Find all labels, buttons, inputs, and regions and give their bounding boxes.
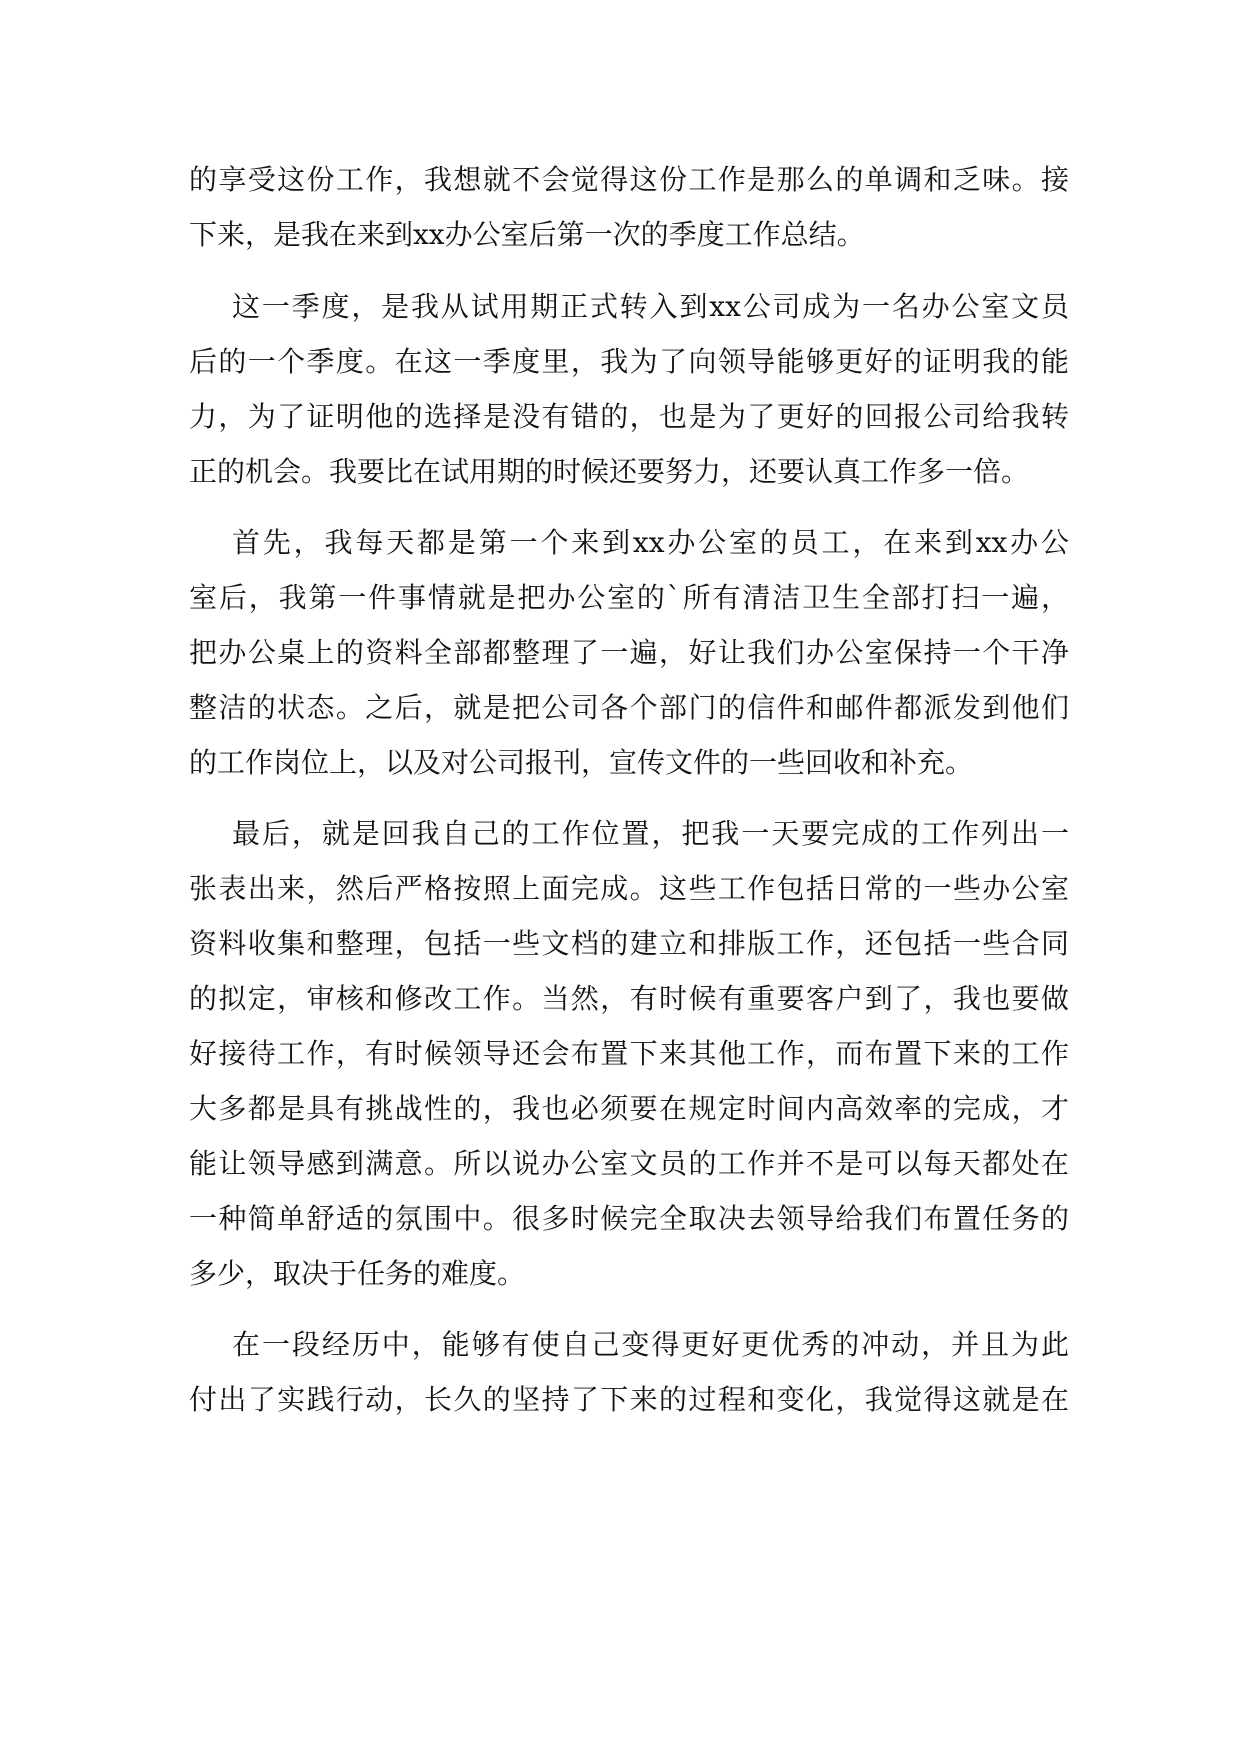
text-line: 的享受这份工作，我想就不会觉得这份工作是那么的单调和乏味。接 bbox=[189, 163, 1069, 196]
text-line: 下来，是我在来到xx办公室后第一次的季度工作总结。 bbox=[189, 218, 865, 251]
text-line: 整洁的状态。之后，就是把公司各个部门的信件和邮件都派发到他们 bbox=[189, 691, 1069, 724]
text-line: 最后，就是回我自己的工作位置，把我一天要完成的工作列出一 bbox=[232, 817, 1069, 850]
text-line: 张表出来，然后严格按照上面完成。这些工作包括日常的一些办公室 bbox=[189, 872, 1069, 905]
text-line: 好接待工作，有时候领导还会布置下来其他工作，而布置下来的工作 bbox=[189, 1037, 1069, 1070]
text-line: 的工作岗位上，以及对公司报刊，宣传文件的一些回收和补充。 bbox=[189, 746, 974, 779]
text-line: 后的一个季度。在这一季度里，我为了向领导能够更好的证明我的能 bbox=[189, 345, 1069, 378]
text-line: 一种简单舒适的氛围中。很多时候完全取决去领导给我们布置任务的 bbox=[189, 1202, 1069, 1235]
text-line: 这一季度，是我从试用期正式转入到xx公司成为一名办公室文员 bbox=[232, 290, 1069, 323]
text-line: 大多都是具有挑战性的，我也必须要在规定时间内高效率的完成，才 bbox=[189, 1092, 1069, 1125]
text-line: 首先，我每天都是第一个来到xx办公室的员工，在来到xx办公 bbox=[232, 526, 1069, 559]
text-line: 资料收集和整理，包括一些文档的建立和排版工作，还包括一些合同 bbox=[189, 927, 1069, 960]
text-line: 能让领导感到满意。所以说办公室文员的工作并不是可以每天都处在 bbox=[189, 1147, 1069, 1180]
text-line: 正的机会。我要比在试用期的时候还要努力，还要认真工作多一倍。 bbox=[189, 455, 1030, 488]
text-line: 付出了实践行动，长久的坚持了下来的过程和变化，我觉得这就是在 bbox=[189, 1383, 1069, 1416]
text-line: 在一段经历中，能够有使自己变得更好更优秀的冲动，并且为此 bbox=[232, 1328, 1069, 1361]
text-line: 把办公桌上的资料全部都整理了一遍，好让我们办公室保持一个干净 bbox=[189, 636, 1069, 669]
text-line: 力，为了证明他的选择是没有错的，也是为了更好的回报公司给我转 bbox=[189, 400, 1069, 433]
text-line: 室后，我第一件事情就是把办公室的`所有清洁卫生全部打扫一遍， bbox=[189, 581, 1069, 614]
text-line: 多少，取决于任务的难度。 bbox=[189, 1257, 526, 1290]
text-line: 的拟定，审核和修改工作。当然，有时候有重要客户到了，我也要做 bbox=[189, 982, 1069, 1015]
